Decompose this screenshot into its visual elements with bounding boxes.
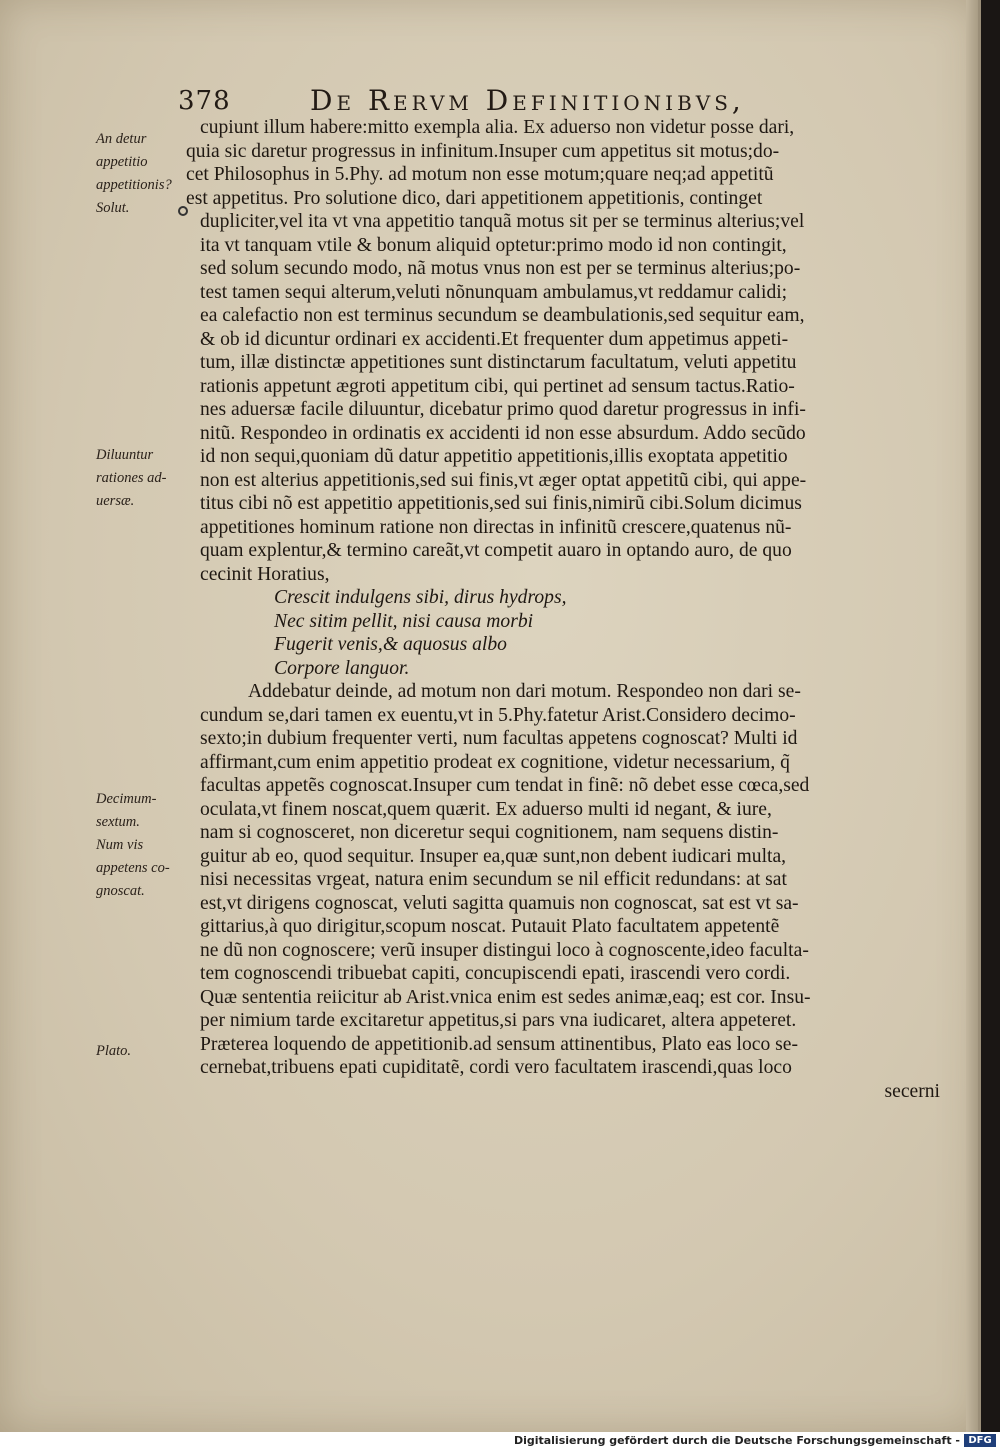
text-line: guitur ab eo, quod sequitur. Insuper ea,quæ sunt,non debent iudicari multa, — [200, 845, 787, 867]
text-line: nes aduersæ facile diluuntur, dicebatur primo quod daretur progressus in infi- — [200, 399, 806, 420]
margin-line: uersæ. — [96, 493, 135, 509]
text-line: cupiunt illum habere:mitto exempla alia. Ex aduerso non videtur posse dari, — [200, 117, 795, 138]
margin-line: rationes ad- — [96, 470, 167, 486]
verse-line: Fugerit venis,& aquosus albo — [274, 634, 507, 655]
text-line: ea calefactio non est terminus secundum se deambulationis,sed sequitur eam, — [200, 305, 805, 326]
text-line: cet Philosophus in 5.Phy. ad motum non esse motum;quare neq;ad appetitũ — [186, 164, 774, 185]
text-line: ne dũ non cognoscere; verũ insuper distingui loco à cognoscente,ideo faculta- — [200, 939, 809, 961]
margin-line: Solut. — [96, 200, 130, 216]
text-line: est,vt dirigens cognoscat, veluti sagitta quamuis non cognoscat, sat est vt sa- — [200, 892, 799, 914]
text-line: cundum se,dari tamen ex euentu,vt in 5.Phy.fatetur Arist.Considero decimo- — [200, 704, 796, 726]
margin-note-diluuntur — [96, 444, 186, 513]
text-line: quam explentur,& termino careãt,vt competit auaro in optando auro, de quo — [200, 540, 792, 561]
margin-note-plato — [96, 1040, 186, 1063]
text-line: gittarius,à quo dirigitur,scopum noscat. Putauit Plato facultatem appetentẽ — [200, 916, 780, 937]
text-line: affirmant,cum enim appetitio prodeat ex cognitione, videtur necessarium, q̃ — [200, 751, 790, 773]
text-line: nam si cognosceret, non diceretur sequi cognitionem, nam sequens distin- — [200, 822, 779, 843]
text-line: Quæ sententia reiicitur ab Arist.vnica enim est sedes animæ,eaq; est cor. Insu- — [200, 986, 811, 1008]
page-number: 378 — [178, 86, 231, 116]
text-line: est appetitus. Pro solutione dico, dari appetitionem appetitionis, continget — [186, 187, 763, 209]
margin-line: Diluuntur — [96, 447, 154, 463]
text-line: facultas appetẽs cognoscat.Insuper cum tendat in finẽ: nõ debet esse cœca,sed — [200, 775, 810, 796]
text-line: ita vt tanquam vtile & bonum aliquid optetur:primo modo id non contingit, — [200, 234, 787, 256]
text-line: rationis appetunt ægroti appetitum cibi, qui pertinet ad sensum tactus.Ratio- — [200, 375, 795, 397]
margin-line: Num vis — [96, 837, 144, 853]
margin-line: gnoscat. — [96, 883, 145, 899]
margin-line: appetitio — [96, 154, 148, 170]
margin-line: An detur — [96, 131, 147, 147]
text-line: dupliciter,vel ita vt vna appetitio tanquã motus sit per se terminus alterius;vel — [200, 211, 805, 232]
text-line: & ob id dicuntur ordinari ex accidenti.Et frequenter dum appetimus appeti- — [200, 328, 789, 350]
text-line: titus cibi nõ est appetitio appetitionis,sed sui finis,nimirũ cibi.Solum dicimus — [200, 493, 802, 514]
text-line: cecinit Horatius, — [200, 563, 330, 585]
verse-line: Nec sitim pellit, nisi causa morbi — [274, 610, 534, 632]
text-line: cernebat,tribuens epati cupiditatẽ, cordi vero facultatem irascendi,quas loco — [200, 1057, 792, 1078]
verse-line: Crescit indulgens sibi, dirus hydrops, — [274, 587, 567, 608]
text-line: Præterea loquendo de appetitionib.ad sensum attinentibus, Plato eas loco se- — [200, 1033, 799, 1055]
main-text-block — [186, 116, 948, 1103]
catchword: secerni — [884, 1080, 940, 1102]
text-line: tum, illæ distinctæ appetitiones sunt distinctarum facultatum, veluti appetitu — [200, 352, 797, 373]
text-line: nisi necessitas vrgeat, natura enim secundum se nil efficit redundans: at sat — [200, 869, 787, 890]
text-line: nitũ. Respondeo in ordinatis ex accidenti id non esse absurdum. Addo secũdo — [200, 422, 806, 444]
running-title: De Rervm Definitionibvs, — [310, 84, 745, 117]
margin-note-appetitio — [96, 128, 186, 220]
margin-line: Plato. — [96, 1043, 132, 1059]
margin-line: appetitionis? — [96, 177, 172, 193]
verse-line: Corpore languor. — [274, 657, 410, 679]
footer-bar — [0, 1432, 1000, 1450]
text-line: test tamen sequi alterum,veluti nõnunquam ambulamus,vt reddamur calidi; — [200, 281, 788, 303]
dfg-logo-icon: DFG — [964, 1434, 996, 1447]
text-line: oculata,vt finem noscat,quem quærit. Ex aduerso multi id negant, & iure, — [200, 798, 772, 820]
text-line: per nimium tarde excitaretur appetitus,si pars vna iudicaret, altera appeteret. — [200, 1010, 797, 1031]
text-line: id non sequi,quoniam dũ datur appetitio appetitionis,illis exoptata appetitio — [200, 446, 788, 467]
page-edge — [966, 0, 978, 1432]
funding-credit: Digitalisierung gefördert durch die Deutsche Forschungsgemeinschaft - — [513, 1434, 960, 1447]
text-line: sexto;in dubium frequenter verti, num facultas appetens cognoscat? Multi id — [200, 728, 798, 749]
text-line: appetitiones hominum ratione non directas in infinitũ crescere,quatenus nũ- — [200, 516, 792, 538]
margin-note-decimum-sextum — [96, 788, 186, 903]
text-line: quia sic daretur progressus in infinitum.Insuper cum appetitus sit motus;do- — [186, 140, 780, 162]
text-line: sed solum secundo modo, nã motus vnus non est per se terminus alterius;po- — [200, 258, 801, 279]
text-line: non est alterius appetitionis,sed sui finis,vt æger optat appetitũ cibi, qui appe- — [200, 469, 807, 491]
text-line: tem cognoscendi tribuebat capiti, concupiscendi epati, irascendi vero cordi. — [200, 963, 791, 984]
margin-line: Decimum- — [96, 791, 157, 807]
margin-line: sextum. — [96, 814, 140, 830]
margin-line: appetens co- — [96, 860, 170, 876]
page-header — [178, 82, 938, 118]
text-line: Addebatur deinde, ad motum non dari motum. Respondeo non dari se- — [248, 681, 801, 702]
